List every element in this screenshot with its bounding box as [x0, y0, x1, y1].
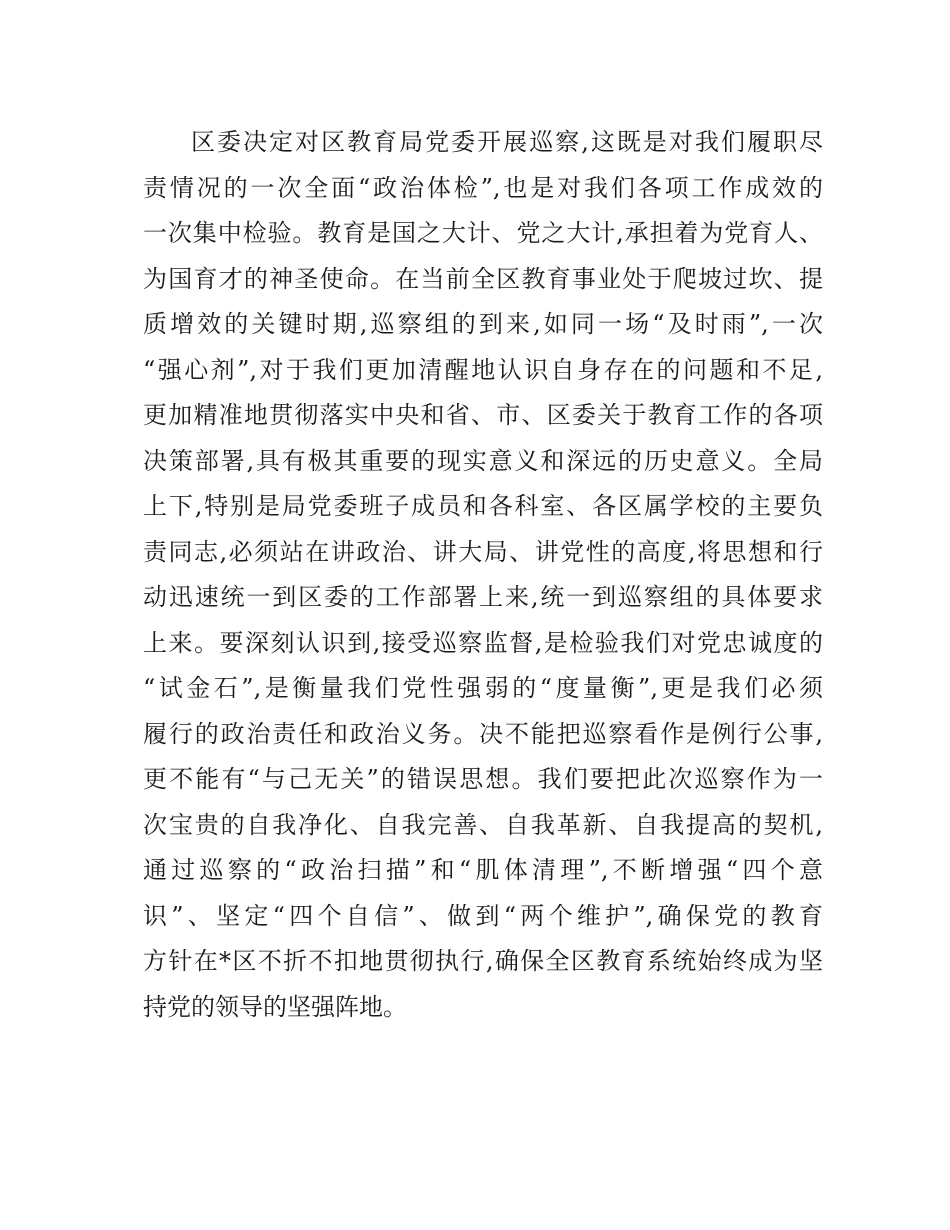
paragraph-line: 动迅速统一到区委的工作部署上来,统一到巡察组的具体要求	[143, 583, 823, 611]
paragraph-line: 责同志,必须站在讲政治、讲大局、讲党性的高度,将思想和行	[143, 537, 823, 566]
paragraph-line: 更加精准地贯彻落实中央和省、市、区委关于教育工作的各项	[143, 401, 823, 429]
paragraph-line: 上来。要深刻认识到,接受巡察监督,是检验我们对党忠诚度的	[143, 628, 823, 657]
paragraph-line: “强心剂”,对于我们更加清醒地认识自身存在的问题和不足,	[143, 355, 823, 384]
paragraph-line: 为国育才的神圣使命。在当前全区教育事业处于爬坡过坎、提	[143, 264, 823, 293]
paragraph-line: 决策部署,具有极其重要的现实意义和深远的历史意义。全局	[143, 446, 823, 475]
paragraph-line: 通过巡察的“政治扫描”和“肌体清理”,不断增强“四个意	[143, 856, 823, 884]
body-paragraph	[143, 120, 823, 1030]
paragraph-line: 质增效的关键时期,巡察组的到来,如同一场“及时雨”,一次	[143, 310, 823, 338]
paragraph-line: 识”、坚定“四个自信”、做到“两个维护”,确保党的教育	[143, 901, 823, 930]
paragraph-line: 一次集中检验。教育是国之大计、党之大计,承担着为党育人、	[143, 219, 823, 247]
paragraph-line: 持党的领导的坚强阵地。	[143, 992, 407, 1021]
paragraph-line: 责情况的一次全面“政治体检”,也是对我们各项工作成效的	[143, 173, 823, 202]
paragraph-line: 履行的政治责任和政治义务。决不能把巡察看作是例行公事,	[143, 719, 823, 748]
paragraph-line: 更不能有“与己无关”的错误思想。我们要把此次巡察作为一	[143, 765, 823, 793]
paragraph-line: 次宝贵的自我净化、自我完善、自我革新、自我提高的契机,	[143, 810, 823, 839]
paragraph-line: 区委决定对区教育局党委开展巡察,这既是对我们履职尽	[191, 128, 823, 156]
paragraph-line: 方针在*区不折不扣地贯彻执行,确保全区教育系统始终成为坚	[143, 947, 823, 975]
paragraph-line: 上下,特别是局党委班子成员和各科室、各区属学校的主要负	[143, 492, 823, 520]
paragraph-line: “试金石”,是衡量我们党性强弱的“度量衡”,更是我们必须	[143, 674, 823, 702]
